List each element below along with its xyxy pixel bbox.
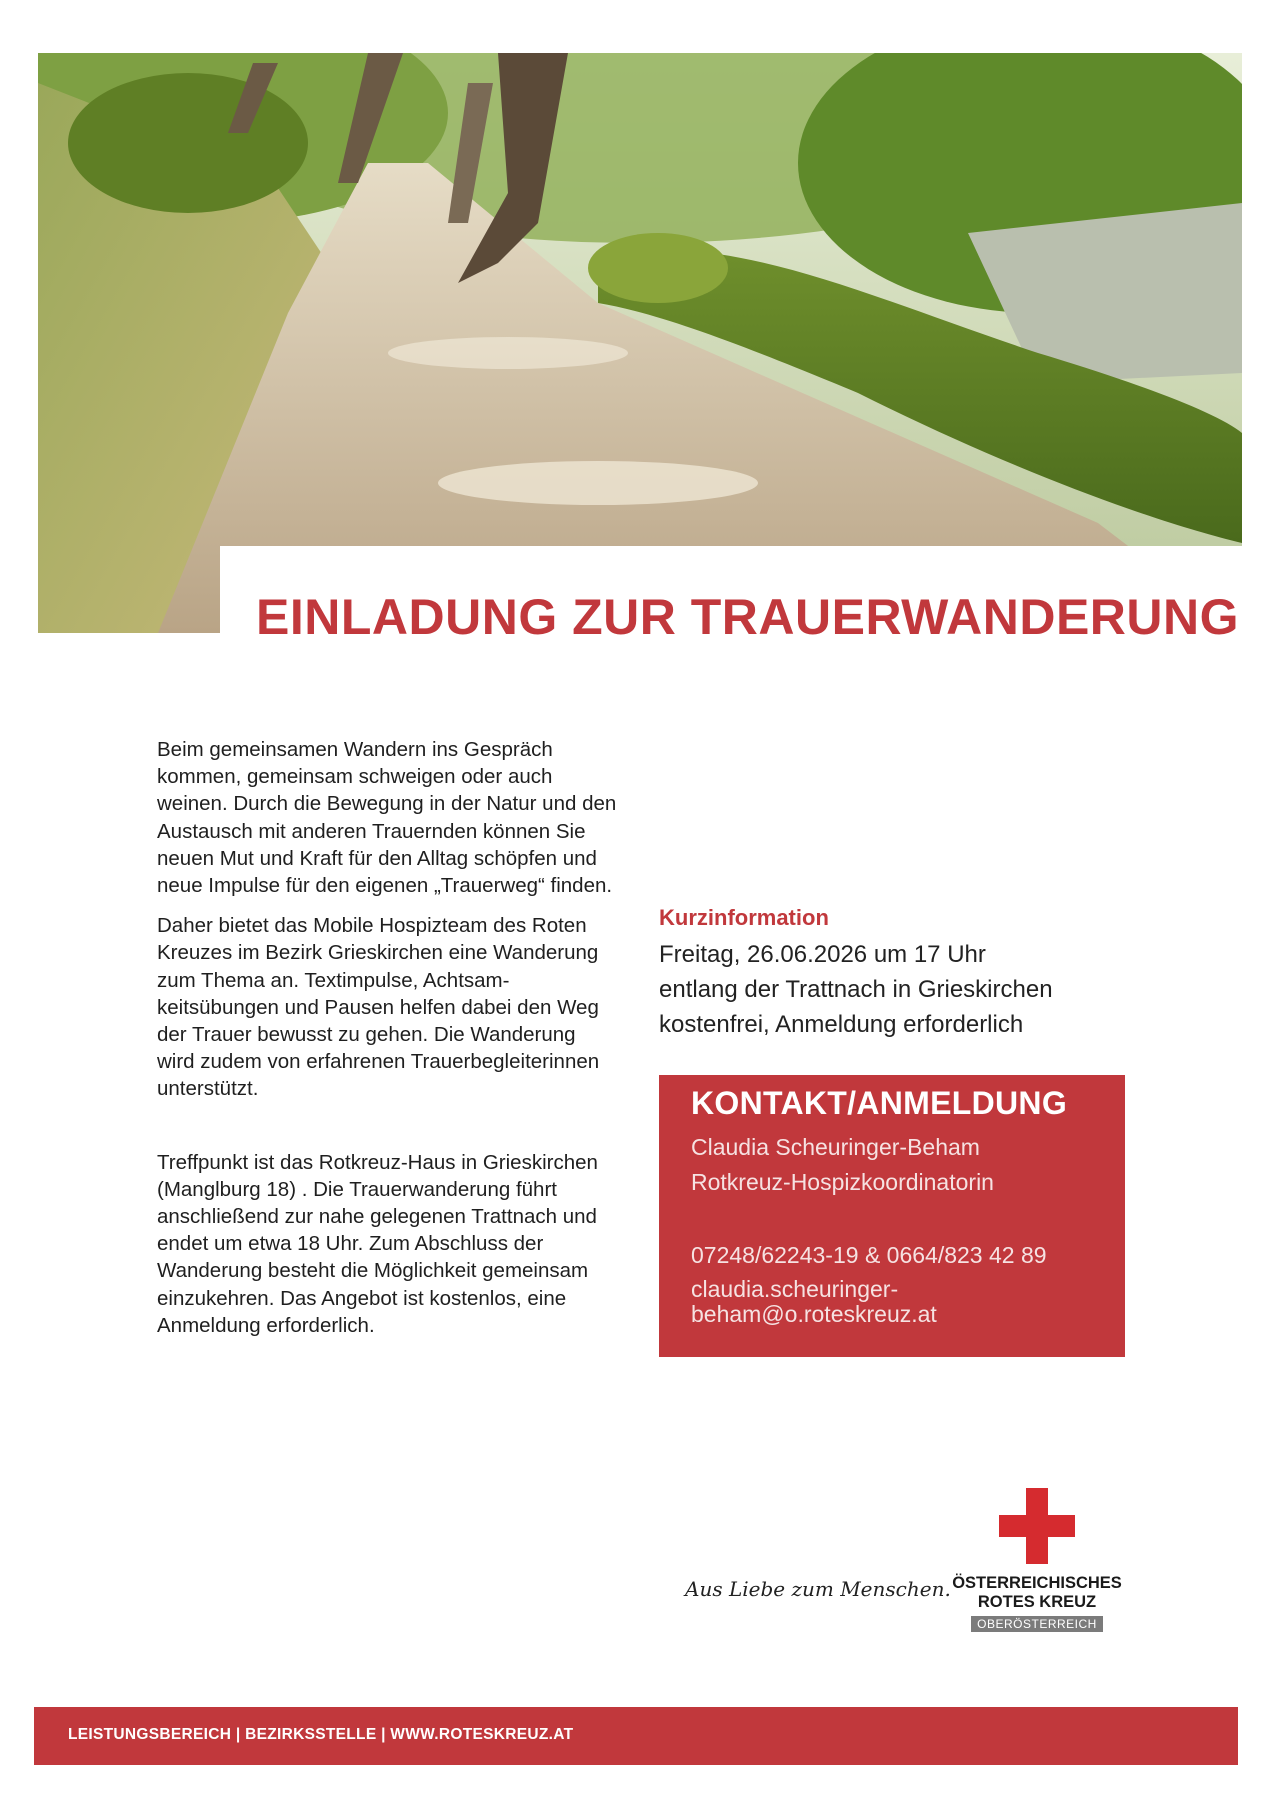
short-info-cost: kostenfrei, Anmeldung erforderlich [659,1011,1024,1038]
short-info-heading: Kurzinformation [659,905,829,930]
contact-role: Rotkreuz-Hospizkoordinatorin [691,1169,994,1195]
short-info-location: entlang der Trattnach in Grieskirchen [659,976,1053,1003]
page-title [256,588,1239,646]
contact-email-line1: claudia.scheuringer- [691,1276,899,1302]
logo-region: OBERÖSTERREICH [971,1616,1103,1632]
intro-paragraph-1: Beim gemeinsamen Wandern ins Gespräch kommen, gemeinsam schweigen oder auch weinen. Durch die Bewegung in der Natur und den Austausch mit anderen Trauernden können Sie neuen Mut und Kraft für den Alltag schöpfen und neue Impulse für den eigenen „Trauerweg“ finden. [157,738,617,898]
slogan: Aus Liebe zum Menschen. [685,1577,951,1601]
contact-title: KONTAKT/ANMELDUNG [691,1085,1068,1121]
contact-phone[interactable]: 07248/62243-19 & 0664/823 42 89 [691,1242,1047,1268]
contact-email-line2: beham@o.roteskreuz.at [691,1301,937,1327]
contact-name: Claudia Scheuringer-Beham [691,1134,980,1160]
contact-email[interactable] [691,1277,1093,1327]
footer-bar [34,1707,1238,1765]
title-part1: EINLADUNG [256,589,558,645]
intro-paragraph-2: Daher bietet das Mobile Hospizteam des Roten Kreuzes im Bezirk Grieskirchen eine Wanderung zum Thema an. Textimpulse, Achtsamkeitsübungen und Pausen helfen dabei den Weg der Trauer bewusst zu gehen. Die Wanderung wird zudem von erfahrenen Trauerbegleiterinnen unterstützt. [157,914,600,1101]
intro-paragraph-3: Treffpunkt ist das Rotkreuz-Haus in Grieskirchen (Manglburg 18) . Die Trauerwanderung führt anschließend zur nahe gelegenen Trattnach und endet um etwa 18 Uhr. Zum Abschluss der Wanderung besteht die Möglichkeit gemeinsam einzukehren. Das Angebot ist kostenlos, eine Anmeldung erforderlich. [157,1150,598,1337]
contact-box [659,1075,1125,1357]
short-info [659,905,1129,1042]
title-part2: ZUR TRAUERWANDERUNG [557,589,1240,645]
red-cross-logo [952,1488,1122,1633]
short-info-date: Freitag, 26.06.2026 um 17 Uhr [659,941,986,968]
logo-line1: ÖSTERREICHISCHES [952,1574,1122,1592]
intro-text [157,736,617,1352]
footer-text: LEISTUNGSBEREICH | BEZIRKSSTELLE | WWW.ROTESKREUZ.AT [68,1726,574,1743]
logo-line2: ROTES KREUZ [977,1593,1097,1611]
red-cross-icon [999,1488,1075,1564]
